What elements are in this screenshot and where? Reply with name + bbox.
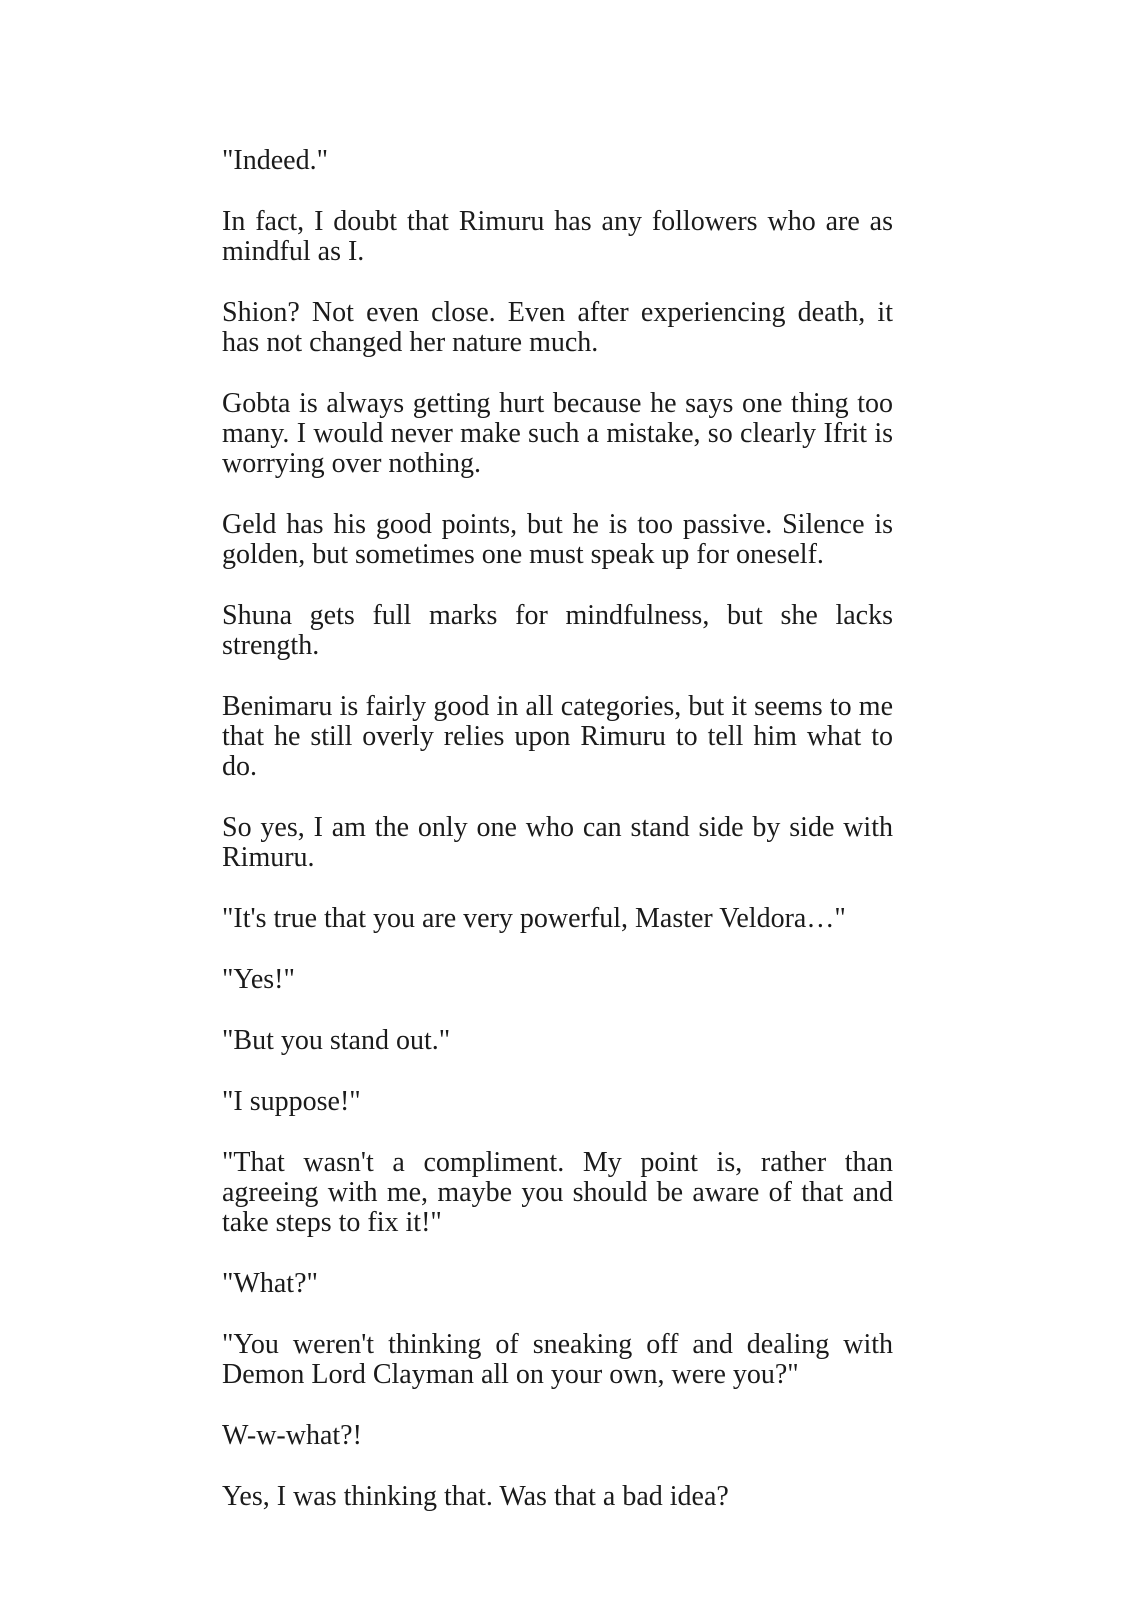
paragraph: Shion? Not even close. Even after experiencing death, it has not changed her nature much. xyxy=(222,297,893,358)
paragraph: "You weren't thinking of sneaking off and dealing with Demon Lord Clayman all on your own, were you?" xyxy=(222,1329,893,1390)
paragraph: Geld has his good points, but he is too passive. Silence is golden, but sometimes one must speak up for oneself. xyxy=(222,509,893,570)
paragraph: Gobta is always getting hurt because he says one thing too many. I would never make such a mistake, so clearly Ifrit is worrying over nothing. xyxy=(222,388,893,479)
paragraph: "It's true that you are very powerful, Master Veldora…" xyxy=(222,903,846,934)
paragraph: W-w-what?! xyxy=(222,1420,362,1451)
text-column xyxy=(222,146,893,1543)
paragraph: "But you stand out." xyxy=(222,1025,451,1056)
paragraph: "I suppose!" xyxy=(222,1086,361,1117)
paragraph: So yes, I am the only one who can stand side by side with Rimuru. xyxy=(222,812,893,873)
paragraph: Benimaru is fairly good in all categories, but it seems to me that he still overly relies upon Rimuru to tell him what to do. xyxy=(222,691,893,782)
paragraph: "What?" xyxy=(222,1268,318,1299)
paragraph: Yes, I was thinking that. Was that a bad idea? xyxy=(222,1481,729,1512)
paragraph: In fact, I doubt that Rimuru has any followers who are as mindful as I. xyxy=(222,206,893,267)
paragraph: "Yes!" xyxy=(222,964,295,995)
paragraph: "Indeed." xyxy=(222,145,329,176)
paragraph: Shuna gets full marks for mindfulness, but she lacks strength. xyxy=(222,600,893,661)
paragraph: "That wasn't a compliment. My point is, rather than agreeing with me, maybe you should be aware of that and take steps to fix it!" xyxy=(222,1147,893,1238)
